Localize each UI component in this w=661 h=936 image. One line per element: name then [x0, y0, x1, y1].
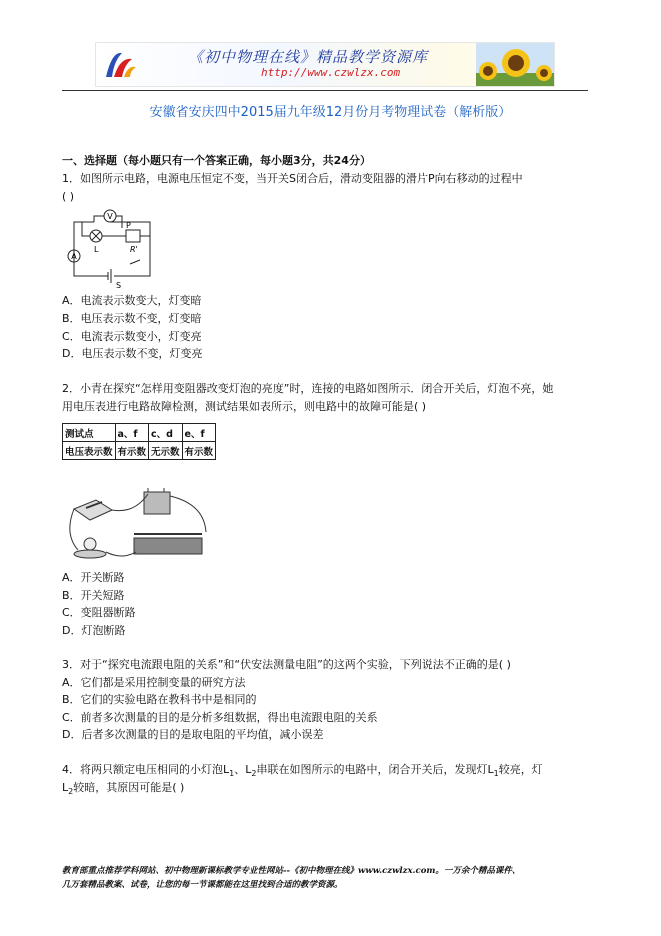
header-rule — [62, 90, 588, 91]
table-cell: 有示数 — [182, 442, 216, 460]
table-cell: 无示数 — [149, 442, 183, 460]
q2-option-c: C．变阻器断路 — [62, 606, 136, 619]
banner-title: 《初中物理在线》精品教学资源库 — [188, 48, 429, 66]
q2-test-table — [62, 423, 216, 460]
header-banner — [95, 42, 555, 87]
q4-stem-line2: $L_2$较暗，其原因可能是( ) — [62, 781, 185, 797]
q2-stem-line2: 用电压表进行电路故障检测，测试结果如表所示，则电路中的故障可能是( ) — [62, 400, 427, 413]
rheostat-label: R' — [130, 245, 138, 254]
table-row — [63, 442, 216, 460]
lamp-label: L — [94, 245, 99, 254]
voltmeter-label: V — [107, 212, 113, 221]
table-cell: a、f — [115, 424, 149, 442]
page-footer — [62, 864, 602, 892]
site-logo-icon — [102, 47, 138, 81]
switch-label: S — [116, 281, 122, 290]
table-cell: e、f — [182, 424, 216, 442]
q2-option-b: B．开关短路 — [62, 589, 125, 602]
q1-circuit-diagram — [64, 208, 158, 290]
q3-stem: 3．对于“探究电流跟电阻的关系”和“伏安法测量电阻”的这两个实验，下列说法不正确的是( ) — [62, 658, 511, 671]
q2-option-d: D．灯泡断路 — [62, 624, 126, 637]
table-cell: 电压表示数 — [63, 442, 116, 460]
slider-label: P — [126, 221, 131, 230]
q3-option-d: D．后者多次测量的目的是取电阻的平均值，减小误差 — [62, 728, 324, 741]
q1-option-b: B．电压表示数不变，灯变暗 — [62, 312, 202, 325]
q4-stem-line1: 4．将两只额定电压相同的小灯泡$L_1$、$L_2$串联在如图所示的电路中，闭合开关后，发现灯$L_1$较亮，灯 — [62, 763, 543, 779]
q3-option-a: A．它们都是采用控制变量的研究方法 — [62, 676, 246, 689]
footer-line2: 几万套精品教案、试卷，让您的每一节课都能在这里找到合适的教学资源。 — [62, 880, 343, 890]
document-title: 安徽省安庆四中2015届九年级12月份月考物理试卷（解析版） — [149, 105, 512, 120]
q1-stem-line2: ( ) — [62, 190, 75, 203]
q2-stem-line1: 2．小青在探究“怎样用变阻器改变灯泡的亮度”时，连接的电路如图所示．闭合开关后，灯泡不亮，她 — [62, 382, 554, 395]
table-cell: 测试点 — [63, 424, 116, 442]
table-row — [63, 424, 216, 442]
q3-option-c: C．前者多次测量的目的是分析多组数据，得出电流跟电阻的关系 — [62, 711, 378, 724]
section-heading: 一、选择题（每小题只有一个答案正确，每小题3分，共24分） — [62, 154, 371, 167]
q1-option-a: A．电流表示数变大，灯变暗 — [62, 294, 202, 307]
q2-option-a: A．开关断路 — [62, 571, 125, 584]
q2-apparatus-illustration — [64, 484, 214, 566]
ammeter-label: A — [71, 252, 77, 261]
q1-option-d: D．电压表示数不变，灯变亮 — [62, 347, 203, 360]
q3-option-b: B．它们的实验电路在教科书中是相同的 — [62, 693, 257, 706]
sunflower-image — [476, 43, 554, 86]
footer-line1: 教育部重点推荐学科网站、初中物理新课标教学专业性网站--《初中物理在线》www.czwlzx.com。一万余个精品课件、 — [62, 866, 521, 876]
table-cell: c、d — [149, 424, 183, 442]
q1-stem-line1: 1．如图所示电路，电源电压恒定不变，当开关S闭合后，滑动变阻器的滑片P向右移动的过程中 — [62, 172, 523, 185]
q1-option-c: C．电流表示数变小，灯变亮 — [62, 330, 202, 343]
banner-url: http://www.czwlzx.com — [261, 66, 401, 79]
table-cell: 有示数 — [115, 442, 149, 460]
